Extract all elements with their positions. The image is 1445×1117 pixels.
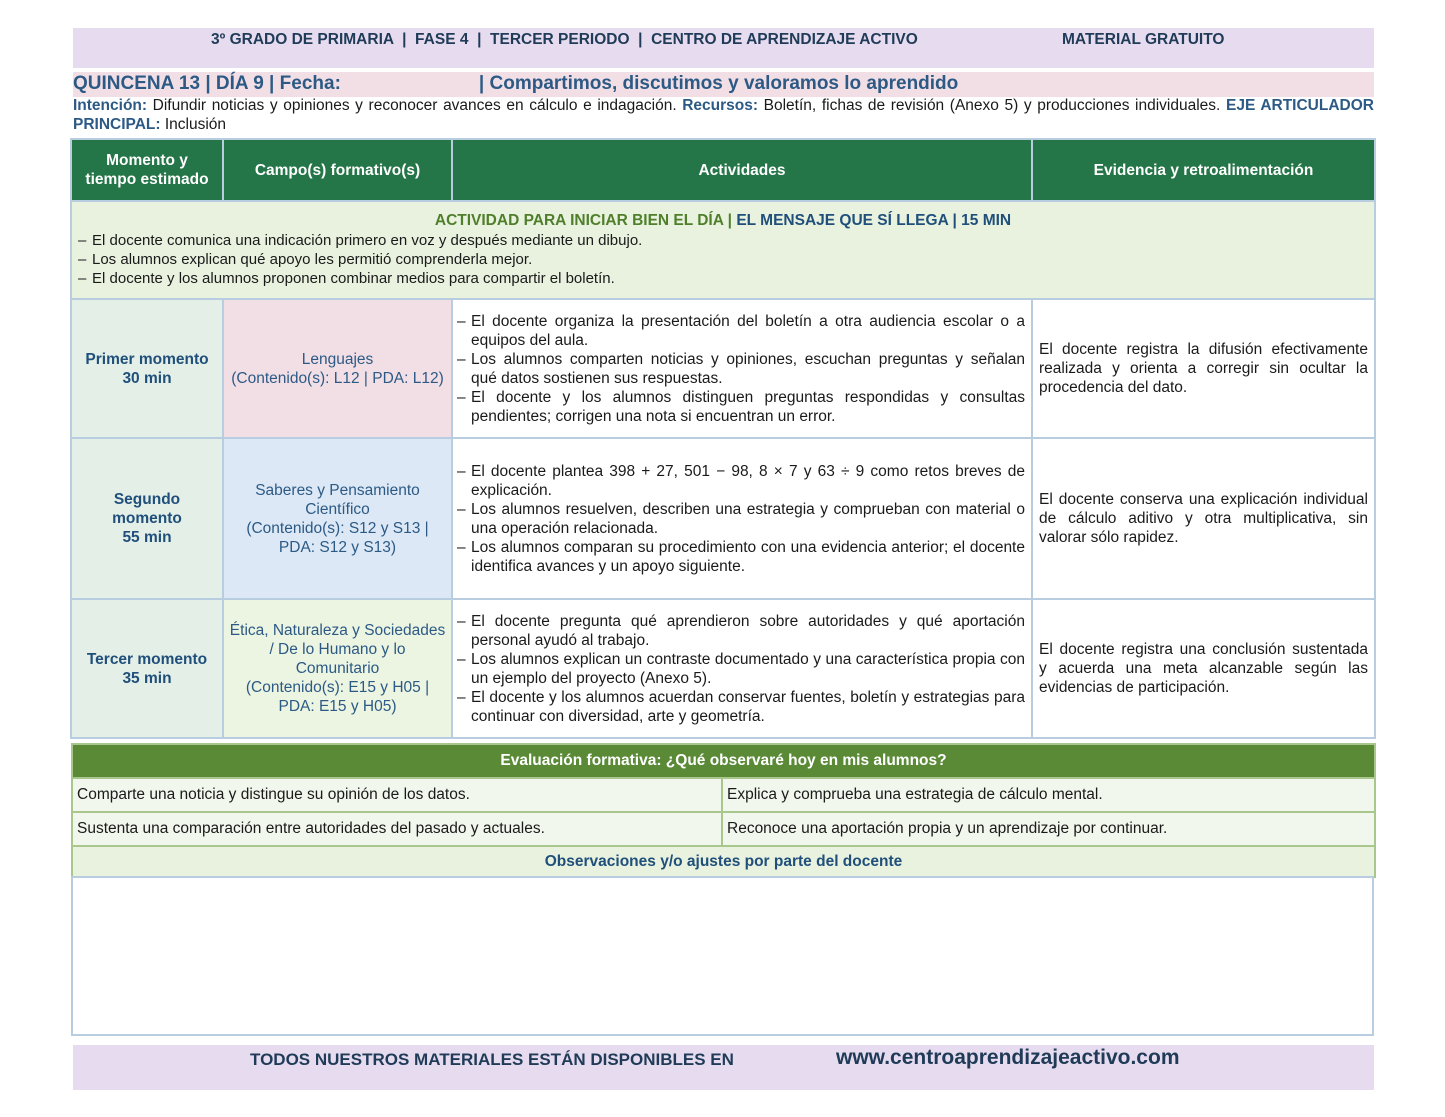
moment-time: 30 min <box>122 369 172 387</box>
eje-text: Inclusión <box>164 116 227 133</box>
campo-name: Lenguajes <box>301 350 374 368</box>
list-item: – El docente plantea 398 + 27, 501 − 98, 8 × 7 y 63 ÷ 9 como retos breves de explicación. <box>457 462 1025 500</box>
list-item: – El docente pregunta qué aprendieron sobre autoridades y qué aportación personal ayudó al trabajo. <box>457 612 1025 650</box>
lesson-plan-table <box>70 138 1376 739</box>
header-actividades: Actividades <box>452 139 1032 201</box>
page-title <box>73 73 958 95</box>
title-date-label: QUINCENA 13 | DÍA 9 | Fecha: <box>73 73 341 94</box>
observations-area[interactable] <box>71 876 1374 1036</box>
footer-text: TODOS NUESTROS MATERIALES ESTÁN DISPONIBLES EN <box>250 1050 734 1069</box>
formative-evaluation-table <box>71 743 1376 878</box>
moment-name: Primer momento <box>85 350 209 368</box>
activities-list <box>457 462 1025 576</box>
table-row <box>71 438 1375 599</box>
start-activity-cell <box>71 201 1375 299</box>
start-activity-title <box>78 211 1368 230</box>
list-item: – Los alumnos comparten noticias y opiniones, escuchan preguntas y señalan qué datos sostienen sus respuestas. <box>457 350 1025 388</box>
list-item: – Los alumnos explican un contraste documentado y una característica propia con un ejemplo del proyecto (Anexo 5). <box>457 650 1025 688</box>
moment-cell <box>71 299 223 438</box>
header-momento: Momento y tiempo estimado <box>71 139 223 201</box>
list-item: – Los alumnos resuelven, describen una estrategia y comprueban con material o una operación relacionada. <box>457 500 1025 538</box>
evidence-cell: El docente conserva una explicación individual de cálculo aditivo y otra multiplicativa, sin valorar sólo rapidez. <box>1032 438 1375 599</box>
moment-time: 35 min <box>122 669 172 687</box>
evaluation-criterion: Comparte una noticia y distingue su opinión de los datos. <box>72 778 722 812</box>
activities-cell <box>452 599 1032 738</box>
start-activity-list <box>78 231 1368 288</box>
activities-cell <box>452 438 1032 599</box>
intro-paragraph <box>73 96 1374 134</box>
list-item: – El docente y los alumnos proponen combinar medios para compartir el boletín. <box>78 269 1368 288</box>
table-row <box>71 299 1375 438</box>
evaluation-criterion: Explica y comprueba una estrategia de cálculo mental. <box>722 778 1375 812</box>
moment-cell <box>71 438 223 599</box>
evaluation-title: Evaluación formativa: ¿Qué observaré hoy en mis alumnos? <box>72 744 1375 778</box>
campo-detail: (Contenido(s): L12 | PDA: L12) <box>231 369 444 387</box>
list-item: – El docente organiza la presentación del boletín a otra audiencia escolar o a equipos del aula. <box>457 312 1025 350</box>
title-topic: | Compartimos, discutimos y valoramos lo aprendido <box>478 73 959 94</box>
moment-time: 55 min <box>122 529 172 546</box>
campo-cell <box>223 438 452 599</box>
moment-name: Tercer momento <box>86 650 208 668</box>
evidence-cell: El docente registra una conclusión sustentada y acuerda una meta alcanzable según las evidencias de participación. <box>1032 599 1375 738</box>
list-item: – Los alumnos comparan su procedimiento con una evidencia anterior; el docente identifica avances y un apoyo siguiente. <box>457 538 1025 576</box>
campo-cell <box>223 599 452 738</box>
list-item: – El docente y los alumnos distinguen preguntas respondidas y consultas pendientes; corrigen una nota si encuentran un error. <box>457 388 1025 426</box>
campo-detail: (Contenido(s): S12 y S13 | PDA: S12 y S13) <box>246 519 429 556</box>
evidence-cell: El docente registra la difusión efectivamente realizada y orienta a corregir sin ocultar la procedencia del dato. <box>1032 299 1375 438</box>
table-row <box>72 778 1375 812</box>
moment-cell <box>71 599 223 738</box>
table-header-row <box>71 139 1375 201</box>
campo-cell <box>223 299 452 438</box>
eje-label: EJE ARTICULADOR PRINCIPAL: <box>73 97 1374 133</box>
moment-name: Segundo momento <box>112 491 182 527</box>
evaluation-criterion: Reconoce una aportación propia y un aprendizaje por continuar. <box>722 812 1375 846</box>
activities-cell <box>452 299 1032 438</box>
footer-band <box>73 1045 1374 1090</box>
top-header-band <box>73 28 1374 68</box>
start-activity-title-a: ACTIVIDAD PARA INICIAR BIEN EL DÍA | <box>434 212 733 229</box>
list-item: – Los alumnos explican qué apoyo les permitió comprenderla mejor. <box>78 250 1368 269</box>
recursos-text: Boletín, fichas de revisión (Anexo 5) y producciones individuales. <box>763 97 1221 114</box>
campo-name: Saberes y Pensamiento Científico <box>255 481 420 518</box>
campo-name: Ética, Naturaleza y Sociedades / De lo Humano y lo Comunitario <box>229 622 446 677</box>
header-free-material: MATERIAL GRATUITO <box>1062 31 1225 48</box>
start-activity-title-b: EL MENSAJE QUE SÍ LLEGA | 15 MIN <box>736 212 1012 229</box>
intencion-text: Difundir noticias y opiniones y reconocer avances en cálculo e indagación. <box>152 97 677 114</box>
evaluation-criterion: Sustenta una comparación entre autoridades del pasado y actuales. <box>72 812 722 846</box>
list-item: – El docente comunica una indicación primero en voz y después mediante un dibujo. <box>78 231 1368 250</box>
header-campo: Campo(s) formativo(s) <box>223 139 452 201</box>
footer-website-link[interactable]: www.centroaprendizajeactivo.com <box>836 1046 1180 1069</box>
header-evidencia: Evidencia y retroalimentación <box>1032 139 1375 201</box>
start-activity-row <box>71 201 1375 299</box>
intencion-label: Intención: <box>73 97 148 114</box>
recursos-label: Recursos: <box>682 97 759 114</box>
table-row <box>72 812 1375 846</box>
campo-detail: (Contenido(s): E15 y H05 | PDA: E15 y H05) <box>245 679 430 715</box>
observations-title: Observaciones y/o ajustes por parte del docente <box>72 846 1375 877</box>
table-row <box>71 599 1375 738</box>
header-grade-info: 3º GRADO DE PRIMARIA | FASE 4 | TERCER PERIODO | CENTRO DE APRENDIZAJE ACTIVO <box>211 31 918 48</box>
activities-list <box>457 612 1025 726</box>
activities-list <box>457 312 1025 426</box>
list-item: – El docente y los alumnos acuerdan conservar fuentes, boletín y estrategias para continuar con diversidad, arte y geometría. <box>457 688 1025 726</box>
